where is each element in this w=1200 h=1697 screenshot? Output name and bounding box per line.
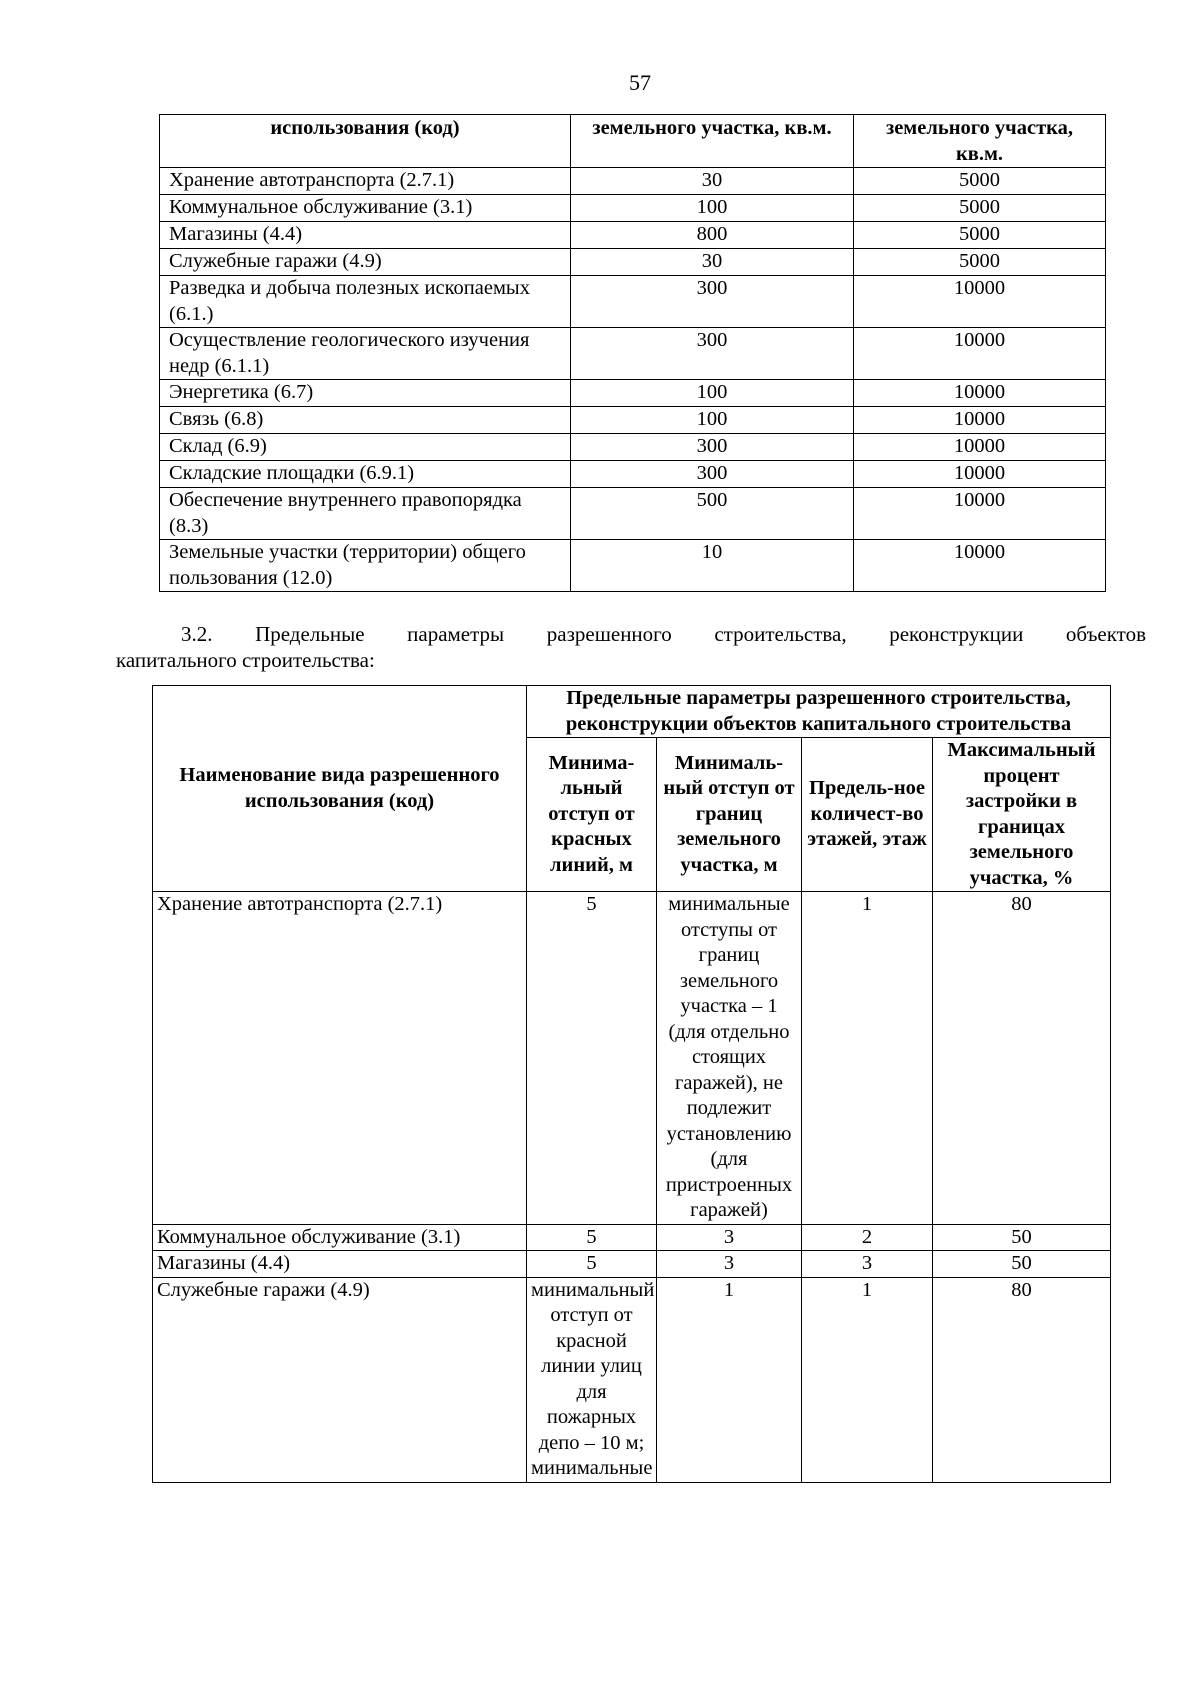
table-row: [153, 892, 1111, 1225]
use-name-cell: Осуществление геологического изучения недр (6.1.1): [160, 328, 571, 380]
floors-cell: 1: [802, 1277, 933, 1482]
header-min-boundary-offset: Минималь-ный отступ от границ земельного участка, м: [657, 738, 802, 892]
use-name-cell: Магазины (4.4): [160, 222, 571, 249]
paragraph-line-2: капитального строительства:: [116, 648, 375, 672]
min-area-cell: 300: [571, 434, 854, 461]
max-area-cell: 10000: [854, 380, 1106, 407]
max-area-cell: 10000: [854, 276, 1106, 328]
table-row: [160, 249, 1106, 276]
table-row: [160, 168, 1106, 195]
min-area-cell: 100: [571, 380, 854, 407]
table-row: [160, 195, 1106, 222]
coverage-cell: 80: [933, 1277, 1111, 1482]
min-area-cell: 300: [571, 328, 854, 380]
table-row: [153, 1251, 1111, 1278]
land-plot-size-table: [159, 114, 1106, 592]
table-row: [153, 1277, 1111, 1482]
section-3-2-paragraph: [116, 621, 1146, 673]
max-area-cell: 10000: [854, 461, 1106, 488]
max-area-cell: 5000: [854, 168, 1106, 195]
red-line-offset-cell: 5: [527, 1224, 657, 1251]
use-name-cell: Служебные гаражи (4.9): [153, 1277, 527, 1482]
use-name-cell: Хранение автотранспорта (2.7.1): [153, 892, 527, 1225]
min-area-cell: 30: [571, 168, 854, 195]
min-area-cell: 800: [571, 222, 854, 249]
max-area-cell: 5000: [854, 222, 1106, 249]
table-header-row: [160, 115, 1106, 168]
use-name-cell: Энергетика (6.7): [160, 380, 571, 407]
red-line-offset-cell: 5: [527, 1251, 657, 1278]
use-name-cell: Разведка и добыча полезных ископаемых (6.1.): [160, 276, 571, 328]
table-row: [160, 488, 1106, 540]
boundary-offset-cell: минимальные отступы от границ земельного участка – 1 (для отдельно стоящих гаражей), не подлежит установлению (для пристроенных гаражей): [657, 892, 802, 1225]
max-area-cell: 10000: [854, 540, 1106, 592]
floors-cell: 1: [802, 892, 933, 1225]
min-area-cell: 300: [571, 461, 854, 488]
table-row: [153, 1224, 1111, 1251]
page-number: 57: [629, 70, 651, 95]
coverage-cell: 50: [933, 1251, 1111, 1278]
table-row: [160, 222, 1106, 249]
use-name-cell: Хранение автотранспорта (2.7.1): [160, 168, 571, 195]
max-area-cell: 5000: [854, 195, 1106, 222]
use-name-cell: Коммунальное обслуживание (3.1): [153, 1224, 527, 1251]
header-min-area: земельного участка, кв.м.: [571, 115, 854, 168]
header-max-area: земельного участка, кв.м.: [854, 115, 1106, 168]
min-area-cell: 100: [571, 407, 854, 434]
min-area-cell: 30: [571, 249, 854, 276]
boundary-offset-cell: 1: [657, 1277, 802, 1482]
table-row: [160, 461, 1106, 488]
max-area-cell: 5000: [854, 249, 1106, 276]
table-row: [160, 540, 1106, 592]
floors-cell: 3: [802, 1251, 933, 1278]
paragraph-line-1: 3.2. Предельные параметры разрешенного строительства, реконструкции объектов: [181, 622, 1146, 646]
coverage-cell: 50: [933, 1224, 1111, 1251]
coverage-cell: 80: [933, 892, 1111, 1225]
table-row: [160, 328, 1106, 380]
use-name-cell: Коммунальное обслуживание (3.1): [160, 195, 571, 222]
red-line-offset-cell: минимальный отступ от красной линии улиц для пожарных депо – 10 м; минимальные: [527, 1277, 657, 1482]
max-area-cell: 10000: [854, 328, 1106, 380]
max-area-cell: 10000: [854, 488, 1106, 540]
use-name-cell: Склад (6.9): [160, 434, 571, 461]
floors-cell: 2: [802, 1224, 933, 1251]
max-area-cell: 10000: [854, 407, 1106, 434]
table-row: [160, 276, 1106, 328]
boundary-offset-cell: 3: [657, 1251, 802, 1278]
min-area-cell: 100: [571, 195, 854, 222]
header-use-code: использования (код): [160, 115, 571, 168]
min-area-cell: 10: [571, 540, 854, 592]
min-area-cell: 300: [571, 276, 854, 328]
max-area-cell: 10000: [854, 434, 1106, 461]
use-name-cell: Земельные участки (территории) общего пользования (12.0): [160, 540, 571, 592]
min-area-cell: 500: [571, 488, 854, 540]
construction-parameters-table: [152, 685, 1111, 1483]
use-name-cell: Служебные гаражи (4.9): [160, 249, 571, 276]
use-name-cell: Складские площадки (6.9.1): [160, 461, 571, 488]
use-name-cell: Магазины (4.4): [153, 1251, 527, 1278]
table-row: [160, 380, 1106, 407]
use-name-cell: Связь (6.8): [160, 407, 571, 434]
red-line-offset-cell: 5: [527, 892, 657, 1225]
header-min-red-line-offset: Минима-льный отступ от красных линий, м: [527, 738, 657, 892]
boundary-offset-cell: 3: [657, 1224, 802, 1251]
use-name-cell: Обеспечение внутреннего правопорядка (8.3): [160, 488, 571, 540]
table-row: [160, 434, 1106, 461]
table-row: [160, 407, 1106, 434]
header-parameters-group: Предельные параметры разрешенного строительства, реконструкции объектов капитального строительства: [527, 686, 1111, 738]
table-header-row: [153, 686, 1111, 738]
header-max-floors: Предель-ное количест-во этажей, этаж: [802, 738, 933, 892]
header-max-coverage: Максимальный процент застройки в границах земельного участка, %: [933, 738, 1111, 892]
header-use-name: Наименование вида разрешенного использования (код): [153, 686, 527, 892]
